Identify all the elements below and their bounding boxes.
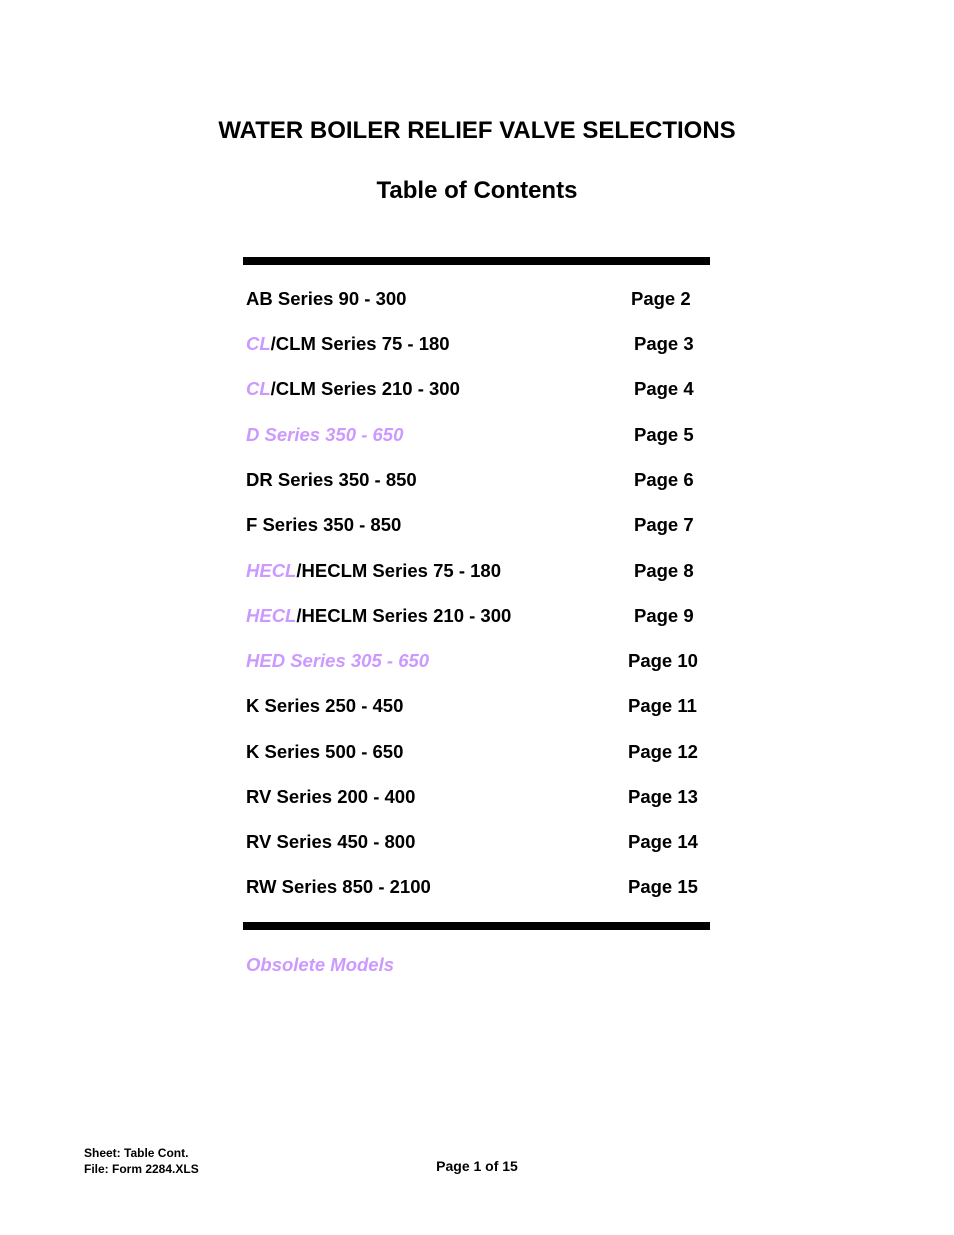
toc-entry[interactable] <box>246 422 706 448</box>
toc-entry-page: Page 2 <box>631 288 691 309</box>
toc-entry-page: Page 15 <box>628 876 698 897</box>
toc-entry[interactable] <box>246 467 706 493</box>
obsolete-prefix: CL <box>246 333 271 354</box>
toc-entry-label: K Series 500 - 650 <box>246 741 404 762</box>
toc-entry-label: DR Series 350 - 850 <box>246 469 417 490</box>
toc-entry-label: HED Series 305 - 650 <box>246 650 430 671</box>
toc-entry-label: RV Series 200 - 400 <box>246 786 416 807</box>
toc-entry[interactable] <box>246 739 706 765</box>
toc-entry-label <box>246 331 450 357</box>
toc-entry[interactable] <box>246 331 706 357</box>
toc-entry[interactable] <box>246 874 706 900</box>
toc-entry-page: Page 10 <box>628 650 698 671</box>
toc-entry-label <box>246 376 460 402</box>
label-text: /HECLM Series 75 - 180 <box>296 560 501 581</box>
toc-entry[interactable] <box>246 376 706 402</box>
toc-entry[interactable] <box>246 558 706 584</box>
toc-entry-label <box>246 558 501 584</box>
obsolete-prefix: HECL <box>246 605 297 626</box>
toc-entry-label: D Series 350 - 650 <box>246 424 404 445</box>
toc-entry[interactable] <box>246 286 706 312</box>
toc-entry[interactable] <box>246 648 706 674</box>
toc-entry-page: Page 5 <box>634 424 694 445</box>
bottom-divider <box>243 922 710 930</box>
toc-entry-page: Page 11 <box>628 695 697 716</box>
toc-entry-page: Page 14 <box>628 831 698 852</box>
toc-entry-page: Page 13 <box>628 786 698 807</box>
toc-entry-page: Page 3 <box>634 333 694 354</box>
toc-entry-page: Page 12 <box>628 741 698 762</box>
toc-entry[interactable] <box>246 829 706 855</box>
obsolete-prefix: CL <box>246 378 271 399</box>
toc-entry-page: Page 7 <box>634 514 694 535</box>
top-divider <box>243 257 710 265</box>
toc-entry[interactable] <box>246 784 706 810</box>
footer-file: File: Form 2284.XLS <box>84 1162 199 1176</box>
toc-entry-label <box>246 603 511 629</box>
label-text: /HECLM Series 210 - 300 <box>296 605 512 626</box>
toc-entry[interactable] <box>246 693 706 719</box>
toc-entry-page: Page 8 <box>634 560 694 581</box>
toc-entry-label: K Series 250 - 450 <box>246 695 404 716</box>
page-indicator: Page 1 of 15 <box>436 1158 518 1174</box>
toc-entry-label: AB Series 90 - 300 <box>246 288 407 309</box>
document-subtitle: Table of Contents <box>376 177 578 204</box>
toc-entry-label: RW Series 850 - 2100 <box>246 876 431 897</box>
toc-entry-page: Page 4 <box>634 378 694 399</box>
toc-entry[interactable] <box>246 512 706 538</box>
toc-entry-page: Page 6 <box>634 469 694 490</box>
document-title: WATER BOILER RELIEF VALVE SELECTIONS <box>218 117 736 144</box>
toc-entry-label: RV Series 450 - 800 <box>246 831 416 852</box>
toc-entry-page: Page 9 <box>634 605 694 626</box>
obsolete-models-note: Obsolete Models <box>246 954 395 975</box>
label-text: /CLM Series 210 - 300 <box>270 378 460 399</box>
toc-entry[interactable] <box>246 603 706 629</box>
obsolete-prefix: HECL <box>246 560 297 581</box>
toc-entry-label: F Series 350 - 850 <box>246 514 402 535</box>
label-text: /CLM Series 75 - 180 <box>270 333 450 354</box>
footer-sheet: Sheet: Table Cont. <box>84 1146 189 1160</box>
